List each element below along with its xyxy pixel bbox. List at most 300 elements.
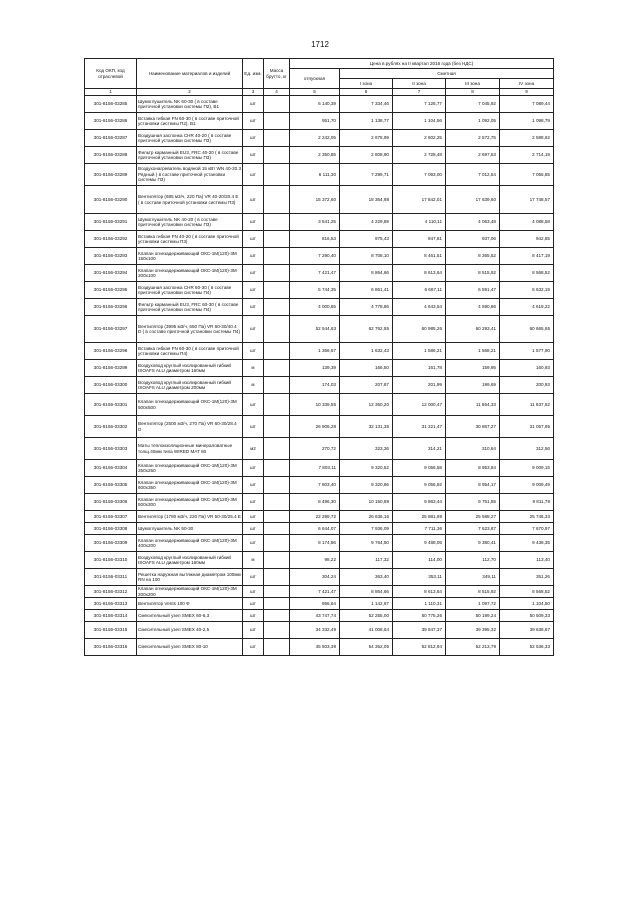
item-code: 301-8156-03288 [85,147,137,164]
table-row [85,523,554,535]
price-zone-2: 353,11 [393,569,446,586]
item-code: 301-8156-03302 [85,416,137,438]
item-mass [264,494,290,511]
price-zone-3: 8 515,92 [446,265,500,282]
item-mass [264,214,290,231]
table-row [85,360,554,377]
price-release: 10 339,55 [290,394,340,416]
price-zone-2: 52 812,94 [393,639,446,656]
price-zone-3: 7 623,87 [446,523,500,535]
item-name: Шумоглушитель NK 60-30 ( в составе приточной установки системы П2), В1 [137,96,243,113]
price-release: 956,64 [290,598,340,610]
item-name: Воздуховод круглый изолированный гибкий ISOAFS ALU диаметром 160мм [137,552,243,569]
price-zone-1: 12 350,20 [340,394,393,416]
price-zone-4: 9 438,35 [500,535,554,552]
item-code: 301-8156-03295 [85,282,137,299]
item-unit: шт [243,511,264,523]
price-zone-2: 4 110,11 [393,214,446,231]
price-zone-1: 6 861,41 [340,282,393,299]
item-mass [264,460,290,477]
col-number: 7 [393,89,446,96]
item-mass [264,130,290,147]
price-zone-4: 7 089,44 [500,96,554,113]
table-row [85,535,554,552]
price-zone-2: 1 586,21 [393,343,446,360]
price-zone-3: 1 097,72 [446,598,500,610]
price-release: 26 906,28 [290,416,340,438]
table-row [85,248,554,265]
table-row [85,622,554,639]
price-zone-1: 9 764,50 [340,535,393,552]
col-number: 2 [137,89,243,96]
price-zone-2: 314,21 [393,438,446,460]
item-name: Вентилятор (2500 м3/ч, 270 Па) VR 60-30/28.4 D [137,416,243,438]
item-name: Вентилятор (685 м3/ч, 220 Па) VR 40-20/20.4 Е ( в составе приточной установки системы П3) [137,186,243,214]
price-zone-3: 7 012,54 [446,164,500,186]
price-zone-3: 4 063,48 [446,214,500,231]
header-release: отпускная [290,69,340,89]
price-zone-1: 7 299,71 [340,164,393,186]
item-unit: шт [243,639,264,656]
price-zone-2: 9 056,92 [393,477,446,494]
item-mass [264,265,290,282]
item-unit: шт [243,164,264,186]
table-row [85,231,554,248]
price-release: 7 803,11 [290,460,340,477]
price-zone-1: 363,40 [340,569,393,586]
item-mass [264,282,290,299]
item-unit: шт [243,186,264,214]
item-code: 301-8156-03301 [85,394,137,416]
item-unit: шт [243,535,264,552]
table-row [85,282,554,299]
item-name: Смесительный узел SMEX 40-2,5 [137,622,243,639]
price-zone-3: 349,11 [446,569,500,586]
price-zone-2: 9 488,05 [393,535,446,552]
item-name: Смесительный узел SMEX 80-10 [137,639,243,656]
header-zone-4: IV зона [500,79,554,89]
item-unit: шт [243,248,264,265]
table-row [85,96,554,113]
price-zone-2: 39 847,37 [393,622,446,639]
header-zone-3: III зона [446,79,500,89]
item-mass [264,477,290,494]
price-release: 270,72 [290,438,340,460]
price-zone-3: 30 867,27 [446,416,500,438]
item-mass [264,511,290,523]
price-zone-2: 2 728,48 [393,147,446,164]
price-zone-4: 1 577,90 [500,343,554,360]
price-zone-1: 7 334,46 [340,96,393,113]
price-zone-1: 975,43 [340,231,393,248]
price-zone-2: 1 110,31 [393,598,446,610]
price-zone-1: 32 131,35 [340,416,393,438]
table-row [85,377,554,394]
item-unit: шт [243,622,264,639]
price-zone-2: 2 602,25 [393,130,446,147]
price-zone-4: 8 417,19 [500,248,554,265]
item-mass [264,299,290,316]
price-zone-2: 9 863,44 [393,494,446,511]
item-mass [264,586,290,598]
item-unit: шт [243,214,264,231]
price-zone-1: 1 138,77 [340,113,393,130]
price-zone-3: 39 395,32 [446,622,500,639]
item-unit: шт [243,494,264,511]
item-unit: м [243,552,264,569]
price-zone-1: 2 678,99 [340,130,393,147]
price-release: 2 242,05 [290,130,340,147]
price-zone-2: 6 667,11 [393,282,446,299]
item-name: Клапан огнезадерживающий ОКС-1М(120)-3М 600х350 [137,477,243,494]
col-number: 3 [243,89,264,96]
item-name: Клапан огнезадерживающий ОКС-1М(120)-3М 150х100 [137,248,243,265]
price-release: 174,03 [290,377,340,394]
item-unit: м [243,360,264,377]
price-release: 52 544,63 [290,316,340,343]
price-zone-4: 4 088,58 [500,214,554,231]
price-zone-3: 8 954,17 [446,477,500,494]
price-zone-4: 7 670,97 [500,523,554,535]
table-row [85,214,554,231]
item-mass [264,231,290,248]
item-name: Вставка гибкая FN 40-20 ( в составе приточной установки системы П3) [137,231,243,248]
item-code: 301-8156-03305 [85,477,137,494]
item-mass [264,343,290,360]
price-release: 8 496,30 [290,494,340,511]
price-zone-2: 8 461,51 [393,248,446,265]
item-mass [264,316,290,343]
item-name: Вентилятор Vents 100 Ф [137,598,243,610]
item-name: Маты теплоизоляционные минераловатные толщ.40мм типа WIRED MAT 80 [137,438,243,460]
price-release: 7 421,47 [290,586,340,598]
price-zone-1: 4 229,89 [340,214,393,231]
price-zone-2: 31 221,47 [393,416,446,438]
item-code: 301-8156-03303 [85,438,137,460]
price-zone-4: 39 638,67 [500,622,554,639]
item-code: 301-8156-03296 [85,299,137,316]
table-body [85,96,554,656]
item-mass [264,438,290,460]
table-row [85,164,554,186]
price-release: 3 541,25 [290,214,340,231]
header-name: Наименование материалов и изделий [137,59,243,89]
table-row [85,299,554,316]
item-mass [264,622,290,639]
price-zone-2: 161,78 [393,360,446,377]
price-zone-1: 8 864,66 [340,586,393,598]
table-row [85,598,554,610]
item-name: Воздушная заслонка CHR 40-20 ( в составе приточной установки системы П3) [137,130,243,147]
table-row [85,265,554,282]
table-row [85,147,554,164]
item-unit: шт [243,477,264,494]
item-unit: шт [243,416,264,438]
price-zone-2: 947,81 [393,231,446,248]
table-row [85,569,554,586]
price-zone-4: 2 714,19 [500,147,554,164]
table-row [85,416,554,438]
price-release: 45 503,39 [290,639,340,656]
price-release: 7 803,40 [290,477,340,494]
price-zone-2: 17 842,01 [393,186,446,214]
price-zone-1: 18 364,98 [340,186,393,214]
item-mass [264,535,290,552]
price-release: 139,39 [290,360,340,377]
table-row [85,477,554,494]
price-table [84,58,554,656]
price-release: 6 111,30 [290,164,340,186]
item-mass [264,416,290,438]
item-name: Смесительный узел SMEX 60-6,3 [137,610,243,622]
price-zone-4: 50 509,33 [500,610,554,622]
item-mass [264,360,290,377]
price-zone-3: 50 199,24 [446,610,500,622]
item-code: 301-8156-03312 [85,586,137,598]
price-release: 15 372,60 [290,186,340,214]
item-code: 301-8156-03292 [85,231,137,248]
price-zone-3: 9 380,41 [446,535,500,552]
item-code: 301-8156-03286 [85,113,137,130]
price-zone-4: 4 619,22 [500,299,554,316]
price-zone-1: 323,36 [340,438,393,460]
price-zone-1: 9 320,86 [340,477,393,494]
price-zone-4: 351,26 [500,569,554,586]
price-zone-3: 310,64 [446,438,500,460]
item-code: 301-8156-03311 [85,569,137,586]
table-row [85,186,554,214]
item-code: 301-8156-03285 [85,96,137,113]
price-release: 7 421,47 [290,265,340,282]
item-code: 301-8156-03297 [85,316,137,343]
item-name: Воздухонагреватель водяной 15 кВт WN 40-20.3 Рядный ( в составе приточной установки системы П3) [137,164,243,186]
price-zone-2: 8 613,64 [393,586,446,598]
price-zone-3: 159,95 [446,360,500,377]
item-mass [264,164,290,186]
item-code: 301-8156-03298 [85,343,137,360]
item-unit: шт [243,113,264,130]
price-release: 951,70 [290,113,340,130]
item-unit: шт [243,282,264,299]
price-zone-1: 7 936,09 [340,523,393,535]
item-code: 301-8156-03314 [85,610,137,622]
header-code: Код ОКП, код отраслевой [85,59,137,89]
item-name: Фильтр карманный EU3, FRC 40-20 ( в составе приточной установки системы П3) [137,147,243,164]
table-row [85,113,554,130]
price-zone-2: 50 775,26 [393,610,446,622]
item-unit: шт [243,265,264,282]
item-mass [264,552,290,569]
item-code: 301-8156-03315 [85,622,137,639]
price-zone-2: 4 643,54 [393,299,446,316]
item-unit: шт [243,316,264,343]
price-zone-2: 8 613,64 [393,265,446,282]
item-unit: шт [243,610,264,622]
price-zone-4: 160,93 [500,360,554,377]
price-release: 98,22 [290,552,340,569]
item-name: Шумоглушитель NK 40-20 ( в составе приточной установки системы П3) [137,214,243,231]
item-mass [264,96,290,113]
price-zone-4: 1 104,50 [500,598,554,610]
price-zone-3: 2 697,53 [446,147,500,164]
price-zone-1: 41 008,64 [340,622,393,639]
item-code: 301-8156-03307 [85,511,137,523]
item-mass [264,639,290,656]
price-zone-3: 52 213,79 [446,639,500,656]
item-unit: шт [243,343,264,360]
item-mass [264,186,290,214]
table-row [85,394,554,416]
price-zone-2: 7 126,77 [393,96,446,113]
price-zone-4: 8 568,52 [500,586,554,598]
item-code: 301-8156-03290 [85,186,137,214]
item-name: Воздуховод круглый изолированный гибкий ISOAFS ALU диаметром 200мм [137,377,243,394]
item-unit: шт [243,586,264,598]
price-release: 304,24 [290,569,340,586]
item-code: 301-8156-03308 [85,523,137,535]
item-name: Вставка гибкая FN 60-30 ( в составе приточной установки системы П4) [137,343,243,360]
item-code: 301-8156-03316 [85,639,137,656]
item-mass [264,610,290,622]
item-name: Клапан огнезадерживающий ОКС-1М(120)-3М 200х100 [137,265,243,282]
price-zone-3: 112,70 [446,552,500,569]
price-zone-3: 11 864,33 [446,394,500,416]
item-unit: шт [243,299,264,316]
price-zone-4: 8 568,52 [500,265,554,282]
price-zone-2: 114,00 [393,552,446,569]
price-zone-3: 1 568,21 [446,343,500,360]
item-code: 301-8156-03313 [85,598,137,610]
item-mass [264,147,290,164]
table-row [85,552,554,569]
price-release: 34 332,49 [290,622,340,639]
item-unit: шт [243,394,264,416]
price-zone-2: 1 104,56 [393,113,446,130]
table-row [85,610,554,622]
col-number: 5 [290,89,340,96]
header-zone-1: I зона [340,79,393,89]
price-release: 7 290,40 [290,248,340,265]
item-code: 301-8156-03291 [85,214,137,231]
price-zone-3: 199,69 [446,377,500,394]
price-release: 1 366,67 [290,343,340,360]
col-number: 4 [264,89,290,96]
col-number: 9 [500,89,554,96]
price-zone-2: 9 056,58 [393,460,446,477]
price-zone-1: 1 142,67 [340,598,393,610]
price-zone-3: 4 590,86 [446,299,500,316]
price-zone-1: 26 636,16 [340,511,393,523]
price-zone-1: 10 150,89 [340,494,393,511]
price-zone-3: 2 572,75 [446,130,500,147]
item-unit: шт [243,147,264,164]
item-code: 301-8156-03299 [85,360,137,377]
item-unit: шт [243,569,264,586]
price-zone-4: 60 665,65 [500,316,554,343]
price-zone-1: 117,32 [340,552,393,569]
item-unit: шт [243,96,264,113]
item-unit: м2 [243,438,264,460]
price-zone-3: 17 639,60 [446,186,500,214]
table-row [85,343,554,360]
price-zone-2: 25 881,89 [393,511,446,523]
price-zone-4: 942,85 [500,231,554,248]
page-number: 1712 [311,40,329,49]
price-release: 5 744,35 [290,282,340,299]
header-zone-2: II зона [393,79,446,89]
item-name: Шумоглушитель NK 50-30 [137,523,243,535]
item-name: Воздушная заслонка CHR 60-30 ( в составе приточной установки системы П4) [137,282,243,299]
item-name: Клапан огнезадерживающий ОКС-1М(120)-3М 250х250 [137,460,243,477]
price-zone-3: 7 045,92 [446,96,500,113]
price-zone-3: 25 588,27 [446,511,500,523]
price-zone-1: 52 255,00 [340,610,393,622]
price-zone-4: 11 937,62 [500,394,554,416]
item-unit: шт [243,130,264,147]
price-zone-4: 9 811,78 [500,494,554,511]
item-unit: шт [243,523,264,535]
item-mass [264,248,290,265]
price-zone-1: 166,50 [340,360,393,377]
item-code: 301-8156-03306 [85,494,137,511]
item-mass [264,598,290,610]
price-zone-3: 937,06 [446,231,500,248]
price-release: 6 644,07 [290,523,340,535]
price-zone-4: 6 632,19 [500,282,554,299]
item-unit: шт [243,231,264,248]
price-zone-3: 1 092,05 [446,113,500,130]
item-name: Вентилятор (1780 м3/ч, 220 Па) VR 50-30/25.4 Е [137,511,243,523]
price-zone-1: 4 778,86 [340,299,393,316]
price-release: 2 350,85 [290,147,340,164]
price-zone-3: 8 515,92 [446,586,500,598]
header-estimate: Сметная [340,69,554,79]
price-zone-4: 31 057,95 [500,416,554,438]
price-zone-4: 2 588,62 [500,130,554,147]
price-zone-4: 7 055,85 [500,164,554,186]
price-zone-4: 25 746,33 [500,511,554,523]
price-zone-4: 1 098,79 [500,113,554,130]
table-row [85,639,554,656]
item-code: 301-8156-03294 [85,265,137,282]
price-release: 4 000,65 [290,299,340,316]
table-row [85,438,554,460]
price-zone-1: 207,87 [340,377,393,394]
price-zone-3: 60 293,41 [446,316,500,343]
price-zone-4: 17 748,57 [500,186,554,214]
price-zone-3: 8 365,52 [446,248,500,265]
item-code: 301-8156-03293 [85,248,137,265]
price-zone-2: 60 985,26 [393,316,446,343]
item-name: Клапан огнезадерживающий ОКС-1М(120)-3М 500х300 [137,494,243,511]
item-mass [264,569,290,586]
table-row [85,494,554,511]
item-name: Воздуховод круглый изолированный гибкий ISOAFS ALU диаметром 160мм [137,360,243,377]
col-number: 1 [85,89,137,96]
header-mass: Масса брутто, кг [264,59,290,89]
price-zone-4: 9 009,49 [500,477,554,494]
price-release: 22 299,72 [290,511,340,523]
item-mass [264,394,290,416]
price-zone-1: 8 708,10 [340,248,393,265]
col-number: 6 [340,89,393,96]
item-mass [264,113,290,130]
item-code: 301-8156-03304 [85,460,137,477]
price-zone-4: 9 009,15 [500,460,554,477]
price-zone-1: 54 352,05 [340,639,393,656]
price-release: 43 747,74 [290,610,340,622]
item-code: 301-8156-03287 [85,130,137,147]
